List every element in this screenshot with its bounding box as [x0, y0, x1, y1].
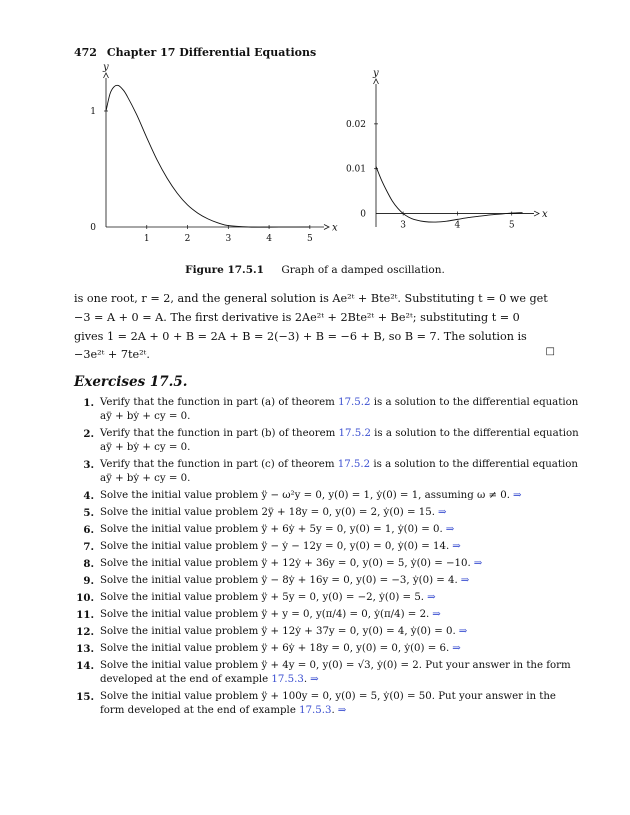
answer-arrow-icon[interactable]: ⇒	[337, 705, 347, 716]
exercise-text: Solve the initial value problem ÿ + y = 0, y(π/4) = 0, ẏ(π/4) = 2.	[100, 609, 430, 620]
exercise-line	[100, 659, 571, 673]
exercise-line	[100, 642, 557, 656]
exercise-text: aÿ + bẏ + cy = 0.	[100, 442, 191, 453]
exercise-item	[74, 489, 557, 503]
figure-graphs	[0, 0, 630, 262]
exercise-text: is a solution to the differential equation	[370, 459, 578, 470]
paragraph-line: −3 = A + 0 = A. The first derivative is 2Ae²ᵗ + 2Bte²ᵗ + Be²ᵗ; substituting t = 0	[74, 310, 520, 324]
exercise-text: is a solution to the differential equation	[370, 428, 579, 439]
exercise-line	[100, 458, 578, 472]
exercise-line	[100, 557, 557, 571]
exercise-text: Solve the initial value problem ÿ − ω²y = 0, y(0) = 1, ẏ(0) = 1, assuming ω ≠ 0.	[100, 490, 511, 501]
exercise-text: Solve the initial value problem ÿ + 5y = 0, y(0) = −2, ẏ(0) = 5.	[100, 592, 425, 603]
exercise-text: .	[303, 674, 308, 685]
answer-arrow-icon[interactable]: ⇒	[460, 575, 470, 586]
exercise-item	[74, 591, 557, 605]
exercise-text: is a solution to the differential equation	[370, 397, 579, 408]
y-tick-label: 0	[90, 223, 96, 233]
exercise-text: Verify that the function in part (c) of theorem	[100, 459, 338, 470]
exercise-line	[100, 523, 557, 537]
y-axis-label: y	[103, 62, 109, 73]
exercise-text: aÿ + bẏ + cy = 0.	[100, 473, 191, 484]
exercise-item	[74, 523, 557, 537]
exercise-item	[74, 427, 579, 455]
exercise-line	[100, 506, 557, 520]
x-tick-label: 1	[143, 234, 150, 244]
exercise-number: 6.	[83, 524, 94, 536]
exercise-item	[74, 506, 557, 520]
theorem-link[interactable]: 17.5.2	[337, 459, 371, 470]
x-axis-arrow-icon	[324, 225, 329, 230]
x-tick-label: 4	[454, 220, 461, 231]
exercise-item	[74, 396, 579, 424]
paragraph-line: is one root, r = 2, and the general solution is Ae²ᵗ + Bte²ᵗ. Substituting t = 0 we get	[74, 292, 548, 305]
y-tick-label: 0	[360, 209, 366, 220]
y-tick-label: 1	[90, 107, 96, 117]
exercise-number: 2.	[83, 428, 94, 440]
exercise-number: 10.	[76, 592, 94, 604]
x-axis-label: x	[332, 222, 338, 234]
x-tick-label: 3	[400, 220, 407, 231]
solution-paragraph	[74, 290, 557, 365]
exercise-number: 8.	[83, 558, 94, 570]
exercise-line	[100, 673, 557, 687]
paragraph-line: −3e²ᵗ + 7te²ᵗ.	[74, 348, 150, 362]
exercise-text: Solve the initial value problem ÿ + 12ẏ + 36y = 0, y(0) = 5, ẏ(0) = −10.	[100, 558, 471, 569]
x-tick-label: 5	[306, 234, 313, 244]
example-link[interactable]: 17.5.3	[271, 674, 304, 685]
exercise-number: 1.	[83, 397, 94, 409]
exercise-item	[74, 557, 557, 571]
answer-arrow-icon[interactable]: ⇒	[310, 674, 319, 685]
y-axis-arrow-icon	[374, 79, 379, 84]
x-axis-arrow-icon	[534, 211, 539, 216]
page-number: 472	[74, 46, 97, 59]
exercises-heading: Exercises 17.5.	[74, 374, 188, 390]
x-tick-label: 2	[184, 234, 191, 244]
figure-caption	[0, 264, 630, 276]
exercise-text: aÿ + bẏ + cy = 0.	[100, 411, 191, 422]
exercise-list	[74, 396, 579, 721]
exercise-text: Solve the initial value problem ÿ + 6ẏ + 18y = 0, y(0) = 0, ẏ(0) = 6.	[100, 643, 450, 654]
exercise-line	[100, 690, 557, 704]
exercise-line	[100, 608, 557, 622]
y-axis-label: y	[373, 68, 379, 79]
answer-arrow-icon[interactable]: ⇒	[458, 626, 468, 637]
answer-arrow-icon[interactable]: ⇒	[432, 609, 441, 620]
x-axis-label: x	[542, 209, 548, 221]
exercise-text: Verify that the function in part (a) of theorem	[100, 397, 339, 408]
answer-arrow-icon[interactable]: ⇒	[445, 524, 455, 535]
answer-arrow-icon[interactable]: ⇒	[437, 507, 447, 518]
exercise-number: 4.	[83, 490, 94, 502]
exercise-item	[74, 690, 557, 718]
exercise-line	[100, 574, 557, 588]
exercise-line	[100, 540, 557, 554]
exercise-text: Solve the initial value problem ÿ + 6ẏ + 5y = 0, y(0) = 1, ẏ(0) = 0.	[100, 524, 443, 535]
exercise-text: Solve the initial value problem ÿ + 4y = 0, y(0) = √3, ẏ(0) = 2. Put your answer in the form	[100, 660, 571, 671]
exercise-text: .	[331, 705, 335, 716]
x-tick-label: 4	[266, 234, 272, 244]
paragraph-line: gives 1 = 2A + 0 + B = 2A + B = 2(−3) + B = −6 + B, so B = 7. The solution is	[74, 329, 527, 343]
exercise-item	[74, 642, 557, 656]
theorem-link[interactable]: 17.5.2	[338, 428, 371, 439]
exercise-text: Solve the initial value problem ÿ − 8ẏ + 16y = 0, y(0) = −3, ẏ(0) = 4.	[100, 575, 458, 586]
exercise-text: developed at the end of example	[100, 674, 272, 685]
exercise-line	[100, 441, 557, 455]
exercise-number: 12.	[76, 626, 94, 638]
exercise-number: 5.	[83, 507, 94, 519]
answer-arrow-icon[interactable]: ⇒	[452, 541, 461, 552]
exercise-number: 3.	[83, 459, 94, 471]
exercise-line	[100, 410, 557, 424]
qed-box: □	[545, 346, 555, 357]
exercise-number: 7.	[83, 541, 94, 553]
x-tick-label: 3	[225, 234, 232, 244]
y-tick-label: 0.02	[345, 119, 366, 130]
caption-text: Graph of a damped oscillation.	[281, 264, 445, 276]
exercise-line	[100, 427, 579, 441]
exercise-number: 15.	[76, 691, 94, 703]
exercise-line	[100, 591, 557, 605]
damped-oscillation-curve	[106, 85, 310, 227]
exercise-text: Solve the initial value problem ÿ + 12ẏ + 37y = 0, y(0) = 4, ẏ(0) = 0.	[100, 626, 456, 637]
exercise-text: Solve the initial value problem 2ÿ + 18y = 0, y(0) = 2, ẏ(0) = 15.	[100, 507, 435, 518]
exercise-item	[74, 659, 571, 687]
exercise-number: 11.	[76, 609, 94, 621]
answer-arrow-icon[interactable]: ⇒	[473, 558, 483, 569]
exercise-line	[100, 625, 557, 639]
exercise-line	[100, 704, 557, 718]
answer-arrow-icon[interactable]: ⇒	[452, 643, 461, 654]
y-tick-label: 0.01	[345, 164, 366, 175]
exercise-item	[74, 625, 557, 639]
exercise-text: form developed at the end of example	[100, 705, 300, 716]
exercise-text: Solve the initial value problem ÿ − ẏ − 12y = 0, y(0) = 0, ẏ(0) = 14.	[100, 541, 450, 552]
chapter-title: Chapter 17 Differential Equations	[106, 46, 317, 59]
caption-label: Figure 17.5.1	[185, 264, 264, 276]
exercise-line	[100, 396, 579, 410]
exercise-number: 13.	[76, 643, 94, 655]
exercise-item	[74, 540, 557, 554]
exercise-line	[100, 489, 557, 503]
example-link[interactable]: 17.5.3	[299, 705, 332, 716]
exercise-number: 14.	[76, 660, 94, 672]
theorem-link[interactable]: 17.5.2	[338, 397, 371, 408]
exercise-text: Solve the initial value problem ÿ + 100y = 0, y(0) = 5, ẏ(0) = 50. Put your answer in the	[100, 691, 556, 702]
x-tick-label: 5	[508, 220, 515, 231]
y-axis-arrow-icon	[104, 73, 109, 78]
exercise-number: 9.	[83, 575, 94, 587]
answer-arrow-icon[interactable]: ⇒	[513, 490, 522, 501]
exercise-item	[74, 458, 578, 486]
answer-arrow-icon[interactable]: ⇒	[427, 592, 436, 603]
exercise-text: Verify that the function in part (b) of theorem	[100, 428, 339, 439]
exercise-line	[100, 472, 557, 486]
exercise-item	[74, 608, 557, 622]
exercise-item	[74, 574, 557, 588]
